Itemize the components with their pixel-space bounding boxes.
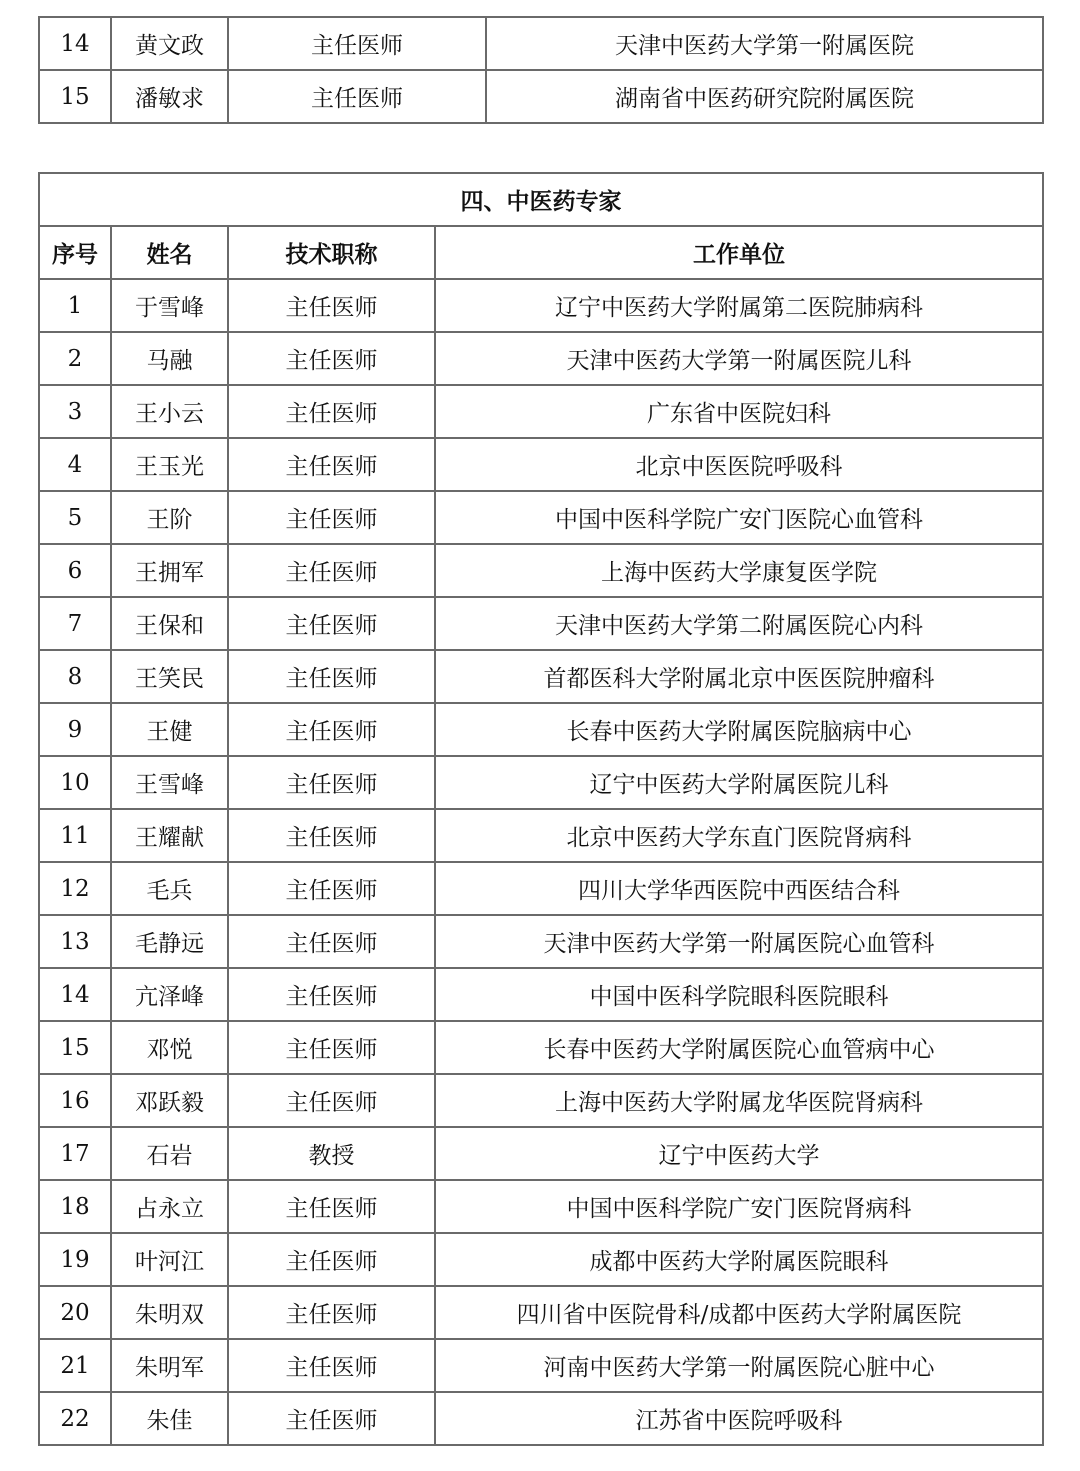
cell-title: 主任医师 (228, 544, 435, 597)
cell-name: 占永立 (111, 1180, 228, 1233)
cell-no: 21 (39, 1339, 111, 1392)
table-row (39, 385, 1043, 438)
cell-name: 朱明军 (111, 1339, 228, 1392)
cell-name: 黄文政 (111, 17, 228, 70)
cell-name: 王阶 (111, 491, 228, 544)
cell-name: 朱佳 (111, 1392, 228, 1445)
cell-title: 主任医师 (228, 1233, 435, 1286)
cell-no: 13 (39, 915, 111, 968)
cell-no: 19 (39, 1233, 111, 1286)
cell-unit: 中国中医科学院广安门医院心血管科 (435, 491, 1043, 544)
table-row (39, 438, 1043, 491)
cell-unit: 成都中医药大学附属医院眼科 (435, 1233, 1043, 1286)
cell-title: 主任医师 (228, 332, 435, 385)
cell-unit: 河南中医药大学第一附属医院心脏中心 (435, 1339, 1043, 1392)
table-row (39, 915, 1043, 968)
cell-title: 主任医师 (228, 597, 435, 650)
cell-unit: 湖南省中医药研究院附属医院 (486, 70, 1043, 123)
cell-title: 主任医师 (228, 385, 435, 438)
cell-name: 亢泽峰 (111, 968, 228, 1021)
table-row (39, 70, 1043, 123)
cell-unit: 辽宁中医药大学附属第二医院肺病科 (435, 279, 1043, 332)
cell-title: 主任医师 (228, 1286, 435, 1339)
cell-no: 10 (39, 756, 111, 809)
cell-no: 9 (39, 703, 111, 756)
cell-title: 主任医师 (228, 809, 435, 862)
cell-unit: 辽宁中医药大学 (435, 1127, 1043, 1180)
cell-name: 王拥军 (111, 544, 228, 597)
previous-section-table (38, 16, 1044, 124)
section-title: 四、中医药专家 (39, 173, 1043, 226)
table-row (39, 809, 1043, 862)
cell-name: 马融 (111, 332, 228, 385)
cell-unit: 中国中医科学院广安门医院肾病科 (435, 1180, 1043, 1233)
cell-name: 潘敏求 (111, 70, 228, 123)
table-row (39, 597, 1043, 650)
cell-unit: 上海中医药大学康复医学院 (435, 544, 1043, 597)
header-row (39, 226, 1043, 279)
cell-title: 主任医师 (228, 1074, 435, 1127)
table-row (39, 703, 1043, 756)
cell-name: 毛静远 (111, 915, 228, 968)
table-row (39, 1127, 1043, 1180)
cell-name: 王笑民 (111, 650, 228, 703)
cell-no: 1 (39, 279, 111, 332)
cell-unit: 北京中医药大学东直门医院肾病科 (435, 809, 1043, 862)
cell-unit: 天津中医药大学第一附属医院 (486, 17, 1043, 70)
table-row (39, 1180, 1043, 1233)
header-name: 姓名 (111, 226, 228, 279)
cell-unit: 上海中医药大学附属龙华医院肾病科 (435, 1074, 1043, 1127)
section-title-row (39, 173, 1043, 226)
table-row (39, 756, 1043, 809)
cell-unit: 天津中医药大学第一附属医院心血管科 (435, 915, 1043, 968)
table-row (39, 332, 1043, 385)
table-row (39, 491, 1043, 544)
table-row (39, 17, 1043, 70)
cell-title: 主任医师 (228, 1180, 435, 1233)
cell-title: 主任医师 (228, 968, 435, 1021)
cell-title: 主任医师 (228, 491, 435, 544)
cell-unit: 四川大学华西医院中西医结合科 (435, 862, 1043, 915)
table-row (39, 1339, 1043, 1392)
cell-name: 王雪峰 (111, 756, 228, 809)
table-row (39, 862, 1043, 915)
cell-title: 主任医师 (228, 279, 435, 332)
cell-title: 主任医师 (228, 756, 435, 809)
cell-title: 主任医师 (228, 17, 486, 70)
cell-name: 王健 (111, 703, 228, 756)
header-title: 技术职称 (228, 226, 435, 279)
cell-title: 主任医师 (228, 915, 435, 968)
cell-no: 12 (39, 862, 111, 915)
cell-unit: 首都医科大学附属北京中医医院肿瘤科 (435, 650, 1043, 703)
table-row (39, 1233, 1043, 1286)
cell-no: 15 (39, 1021, 111, 1074)
cell-no: 14 (39, 968, 111, 1021)
cell-name: 王玉光 (111, 438, 228, 491)
cell-unit: 天津中医药大学第一附属医院儿科 (435, 332, 1043, 385)
cell-no: 20 (39, 1286, 111, 1339)
cell-unit: 北京中医医院呼吸科 (435, 438, 1043, 491)
cell-title: 主任医师 (228, 1021, 435, 1074)
table-row (39, 1392, 1043, 1445)
cell-name: 朱明双 (111, 1286, 228, 1339)
cell-unit: 天津中医药大学第二附属医院心内科 (435, 597, 1043, 650)
header-unit: 工作单位 (435, 226, 1043, 279)
table-row (39, 1286, 1043, 1339)
cell-no: 5 (39, 491, 111, 544)
cell-name: 石岩 (111, 1127, 228, 1180)
cell-unit: 江苏省中医院呼吸科 (435, 1392, 1043, 1445)
cell-name: 邓跃毅 (111, 1074, 228, 1127)
cell-no: 18 (39, 1180, 111, 1233)
header-no: 序号 (39, 226, 111, 279)
cell-no: 17 (39, 1127, 111, 1180)
table-row (39, 544, 1043, 597)
cell-unit: 辽宁中医药大学附属医院儿科 (435, 756, 1043, 809)
cell-name: 于雪峰 (111, 279, 228, 332)
table-row (39, 968, 1043, 1021)
cell-unit: 中国中医科学院眼科医院眼科 (435, 968, 1043, 1021)
cell-name: 王小云 (111, 385, 228, 438)
table-row (39, 1021, 1043, 1074)
cell-no: 2 (39, 332, 111, 385)
cell-name: 叶河江 (111, 1233, 228, 1286)
cell-title: 主任医师 (228, 650, 435, 703)
cell-name: 毛兵 (111, 862, 228, 915)
cell-name: 邓悦 (111, 1021, 228, 1074)
cell-no: 3 (39, 385, 111, 438)
cell-no: 16 (39, 1074, 111, 1127)
table-row (39, 1074, 1043, 1127)
table-row (39, 279, 1043, 332)
cell-title: 主任医师 (228, 70, 486, 123)
cell-title: 主任医师 (228, 438, 435, 491)
table-row (39, 650, 1043, 703)
cell-unit: 长春中医药大学附属医院心血管病中心 (435, 1021, 1043, 1074)
cell-no: 7 (39, 597, 111, 650)
cell-no: 6 (39, 544, 111, 597)
cell-unit: 长春中医药大学附属医院脑病中心 (435, 703, 1043, 756)
cell-title: 主任医师 (228, 1339, 435, 1392)
cell-unit: 四川省中医院骨科/成都中医药大学附属医院 (435, 1286, 1043, 1339)
cell-unit: 广东省中医院妇科 (435, 385, 1043, 438)
cell-no: 4 (39, 438, 111, 491)
cell-no: 8 (39, 650, 111, 703)
cell-title: 教授 (228, 1127, 435, 1180)
tcm-experts-table (38, 172, 1044, 1446)
cell-no: 15 (39, 70, 111, 123)
cell-no: 22 (39, 1392, 111, 1445)
cell-no: 14 (39, 17, 111, 70)
cell-no: 11 (39, 809, 111, 862)
cell-title: 主任医师 (228, 703, 435, 756)
cell-title: 主任医师 (228, 1392, 435, 1445)
cell-name: 王耀献 (111, 809, 228, 862)
cell-name: 王保和 (111, 597, 228, 650)
cell-title: 主任医师 (228, 862, 435, 915)
